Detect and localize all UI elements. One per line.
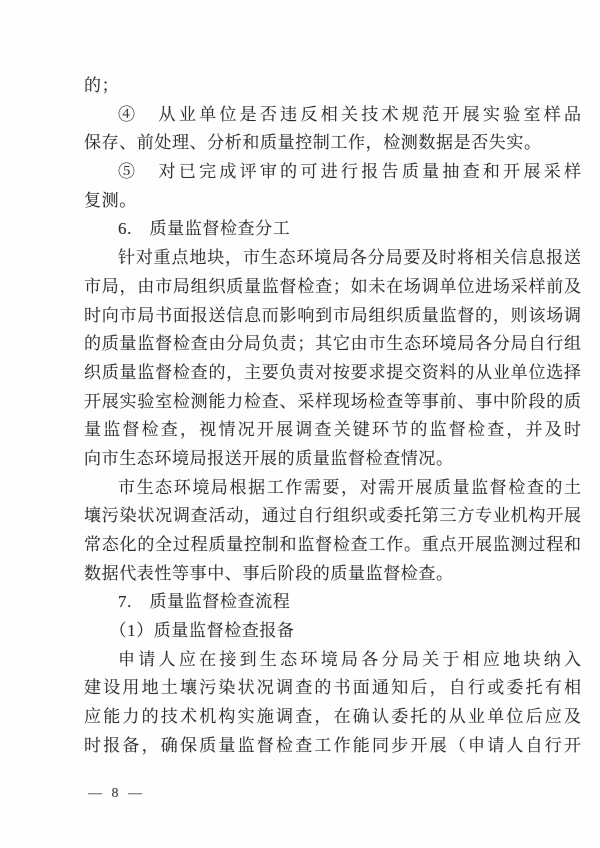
text-line: 保存、前处理、分析和质量控制工作，检测数据是否失实。 (84, 133, 542, 153)
text-line: 时报备，确保质量监督检查工作能同步开展（申请人自行开 (84, 735, 581, 755)
text-line: 的； (84, 76, 120, 95)
text-line: ⑤ 对已完成评审的可进行报告质量抽查和开展采样 (118, 162, 581, 182)
text-line: 申请人应在接到生态环境局各分局关于相应地块纳入 (118, 649, 581, 669)
text-line: 数据代表性等事中、事后阶段的质量监督检查。 (84, 563, 454, 583)
text-line: 市生态环境局根据工作需要，对需开展质量监督检查的土 (118, 477, 581, 497)
text-line: 6. 质量监督检查分工 (118, 219, 291, 239)
text-line: 向市生态环境局报送开展的质量监督检查情况。 (84, 448, 454, 468)
text-line: 针对重点地块，市生态环境局各分局要及时将相关信息报送 (118, 248, 581, 268)
text-line: 7. 质量监督检查流程 (118, 592, 291, 612)
text-line: 壤污染状况调查活动，通过自行组织或委托第三方专业机构开展 (84, 506, 581, 526)
text-line: 时向市局书面报送信息而影响到市局组织质量监督的，则该场调 (84, 305, 581, 325)
text-line: 开展实验室检测能力检查、采样现场检查等事前、事中阶段的质 (84, 391, 581, 411)
text-line: 量监督检查，视情况开展调查关键环节的监督检查，并及时 (84, 420, 581, 440)
text-line: 应能力的技术机构实施调查，在确认委托的从业单位后应及 (84, 707, 581, 727)
text-line: ④ 从业单位是否违反相关技术规范开展实验室样品 (118, 104, 581, 124)
text-line: 织质量监督检查的，主要负责对按要求提交资料的从业单位选择 (84, 362, 581, 382)
text-block (84, 72, 581, 761)
text-line: 的质量监督检查由分局负责；其它由市生态环境局各分局自行组 (84, 334, 581, 354)
page-number: — 8 — (88, 786, 145, 801)
text-line: 常态化的全过程质量控制和监督检查工作。重点开展监测过程和 (84, 535, 581, 554)
text-line: 市局，由市局组织质量监督检查；如未在场调单位进场采样前及 (84, 276, 581, 296)
text-line: （1）质量监督检查报备 (109, 621, 295, 641)
text-line: 复测。 (84, 190, 137, 210)
text-line: 建设用地土壤污染状况调查的书面通知后，自行或委托有相 (84, 678, 581, 698)
